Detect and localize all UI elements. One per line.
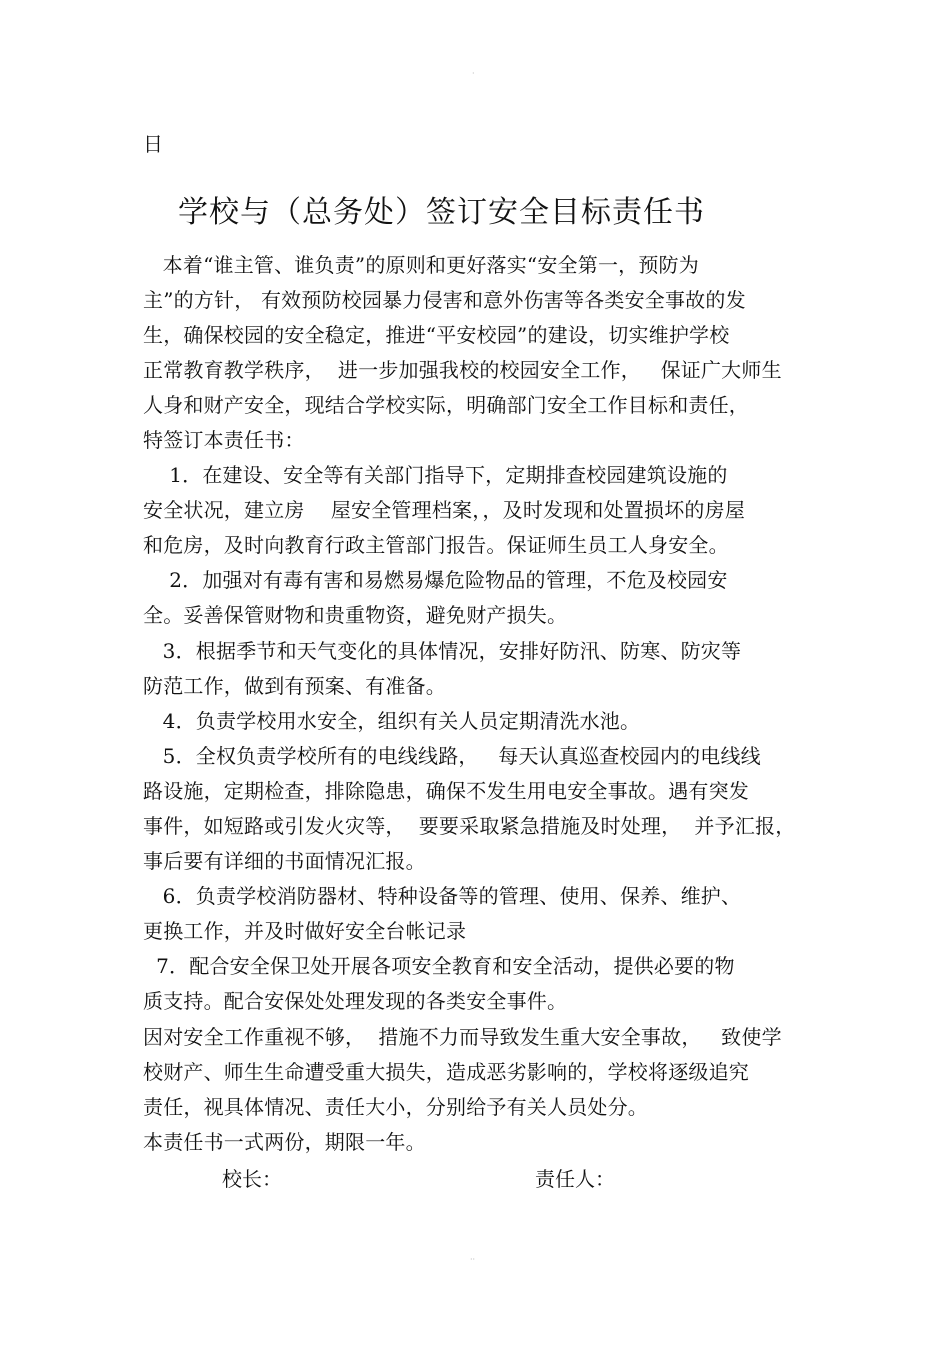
top-mark: · (472, 69, 475, 78)
body-line: 正常教育教学秩序， 进一步加强我校的校园安全工作， 保证广大师生 (143, 358, 782, 382)
body-line: 本责任书一式两份，期限一年。 (143, 1130, 426, 1154)
header-char: 日 (143, 132, 164, 156)
body-line: 责任，视具体情况、责任大小，分别给予有关人员处分。 (143, 1095, 648, 1119)
body-line: 因对安全工作重视不够， 措施不力而导致发生重大安全事故， 致使学 (143, 1025, 782, 1049)
body-line: 全。妥善保管财物和贵重物资，避免财产损失。 (143, 603, 568, 627)
body-line: 人身和财产安全，现结合学校实际，明确部门安全工作目标和责任， (143, 393, 749, 417)
body-line: 校财产、师生生命遭受重大损失，造成恶劣影响的，学校将逐级追究 (143, 1060, 749, 1084)
body-line: 事后要有详细的书面情况汇报。 (143, 849, 426, 873)
body-line: 7．配合安全保卫处开展各项安全教育和安全活动，提供必要的物 (143, 954, 735, 978)
body-line: 事件，如短路或引发火灾等， 要要采取紧急措施及时处理， 并予汇报， (143, 814, 796, 838)
body-line: 特签订本责任书： (143, 428, 305, 452)
body-line: 4．负责学校用水安全，组织有关人员定期清洗水池。 (143, 709, 641, 733)
responsible-signature-label: 责任人： (535, 1167, 615, 1191)
body-line: 更换工作，并及时做好安全台帐记录 (143, 919, 467, 943)
body-line: 主”的方针， 有效预防校园暴力侵害和意外伤害等各类安全事故的发 (143, 288, 746, 312)
principal-signature-label: 校长： (222, 1167, 282, 1191)
body-line: 路设施，定期检查，排除隐患，确保不发生用电安全事故。遇有突发 (143, 779, 749, 803)
body-line: 1．在建设、安全等有关部门指导下，定期排查校园建筑设施的 (143, 463, 728, 487)
document-title: 学校与（总务处）签订安全目标责任书 (178, 195, 705, 230)
body-line: 6．负责学校消防器材、特种设备等的管理、使用、保养、维护、 (143, 884, 742, 908)
body-line: 2．加强对有毒有害和易燃易爆危险物品的管理，不危及校园安 (143, 568, 728, 592)
body-line: 本着“谁主管、谁负责”的原则和更好落实“安全第一，预防为 (143, 253, 699, 277)
body-line: 防范工作，做到有预案、有准备。 (143, 674, 446, 698)
body-line: 质支持。配合安保处处理发现的各类安全事件。 (143, 989, 568, 1013)
body-line: 和危房，及时向教育行政主管部门报告。保证师生员工人身安全。 (143, 533, 729, 557)
bottom-mark: ·· (470, 1255, 476, 1264)
body-line: 3．根据季节和天气变化的具体情况，安排好防汛、防寒、防灾等 (143, 639, 742, 663)
body-line: 安全状况，建立房 屋安全管理档案，，及时发现和处置损坏的房屋 (143, 498, 746, 522)
body-line: 5．全权负责学校所有的电线线路， 每天认真巡查校园内的电线线 (143, 744, 761, 768)
body-line: 生，确保校园的安全稳定，推进“平安校园”的建设，切实维护学校 (143, 323, 730, 347)
